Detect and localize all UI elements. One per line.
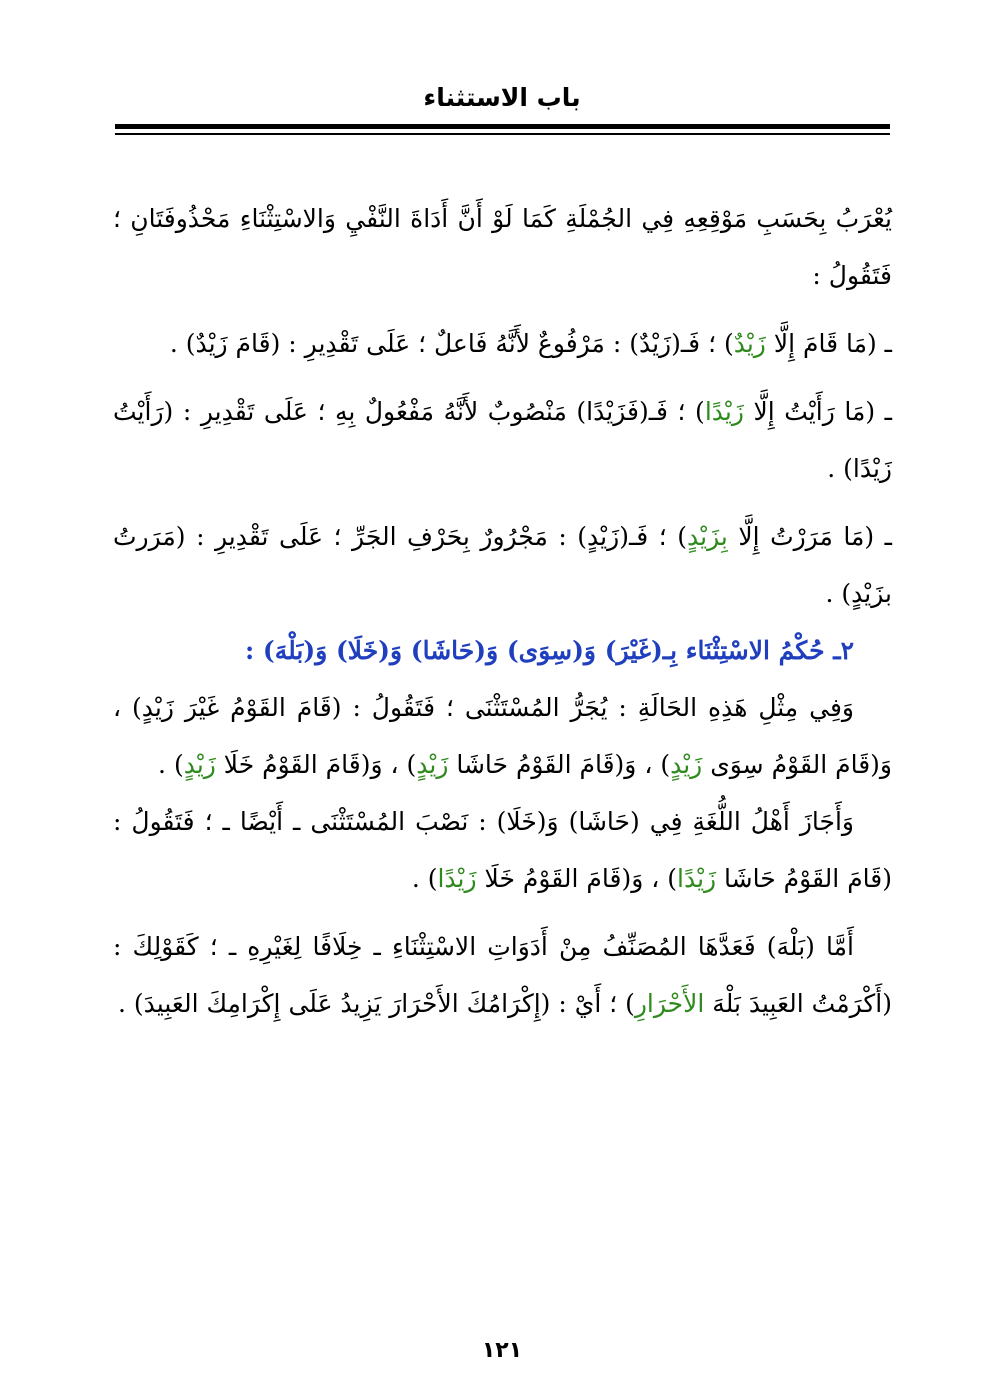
example-highlight: الأَحْرَارِ <box>634 989 705 1018</box>
example-highlight: زَيْدٍ <box>670 750 703 779</box>
example-highlight: زَيْدًا <box>437 864 477 893</box>
section-paragraph-2 <box>113 793 892 907</box>
example-highlight: زَيْدٍ <box>416 750 449 779</box>
section-text: ) ، وَ(قَامَ القَوْمُ خَلَا <box>476 864 677 893</box>
section-text: ) . <box>158 750 184 779</box>
example-highlight: زَيْدٍ <box>183 750 216 779</box>
example-text-start: ـ (مَا مَرَرْتُ إِلَّا <box>727 522 892 551</box>
example-text-end: ) ؛ فَـ(فَزَيْدًا) مَنْصُوبٌ لأَنَّهُ مَفْعُولٌ بِهِ ؛ عَلَى تَقْدِيرِ : (رَأَيْتُ زَيْدًا) . <box>113 397 892 483</box>
chapter-title: باب الاستثناء <box>423 83 581 112</box>
section-text: أَمَّا (بَلْهَ) فَعَدَّهَا المُصَنِّفُ مِنْ أَدَوَاتِ الاسْتِثْنَاءِ ـ خِلَافًا لِغَيْرِهِ ـ ؛ كَقَوْلِكَ : (أَكْرَمْتُ العَبِيدَ بَلْهَ <box>113 932 892 1018</box>
header-rule-thick <box>115 124 890 129</box>
intro-text: يُعْرَبُ بِحَسَبِ مَوْقِعِهِ فِي الجُمْلَةِ كَمَا لَوْ أَنَّ أَدَاةَ النَّفْيِ وَالاسْتِثْنَاءِ مَحْذُوفَتَانِ ؛ فَتَقُولُ : <box>113 204 892 290</box>
example-highlight: زَيْدًا <box>704 397 744 426</box>
example-nominative <box>113 315 892 372</box>
example-genitive <box>113 508 892 622</box>
example-text-end: ) ؛ فَـ(زَيْدٌ) : مَرْفُوعٌ لأَنَّهُ فَاعلٌ ؛ عَلَى تَقْدِيرِ : (قَامَ زَيْدٌ) . <box>169 329 734 358</box>
section-text: وَفِي مِثْلِ هَذِهِ الحَالَةِ : يُجَرُّ المُسْتَثْنَى ؛ فَتَقُولُ : (قَامَ القَوْمُ غَيْرَ زَيْدٍ) ، وَ(قَامَ القَوْمُ سِوَى <box>113 693 892 779</box>
example-accusative <box>113 383 892 497</box>
example-text-start: ـ (مَا رَأَيْتُ إِلَّا <box>743 397 892 426</box>
example-text-end: ) ؛ فَـ(زَيْدٍ) : مَجْرُورٌ بِحَرْفِ الجَرِّ ؛ عَلَى تَقْدِيرِ : (مَرَرتُ بزَيْدٍ) . <box>113 522 892 608</box>
example-highlight: زَيْدًا <box>677 864 717 893</box>
example-highlight: بِزَيْدٍ <box>686 522 728 551</box>
section-text: ) ، وَ(قَامَ القَوْمُ خَلَا <box>215 750 417 779</box>
section-paragraph-3 <box>113 918 892 1032</box>
section-text: ) ؛ أَيْ : (إِكْرَامُكَ الأَحْرَارَ يَزِيدُ عَلَى إِكْرَامِكَ العَبِيدَ) . <box>118 989 635 1018</box>
section-text: وَأَجَازَ أَهْلُ اللُّغَةِ فِي (حَاشَا) وَ(خَلَا) : نَصْبَ المُسْتَثْنَى ـ أَيْضًا ـ ؛ فَتَقُولُ : (قَامَ القَوْمُ حَاشَا <box>113 807 892 893</box>
page-header <box>0 80 1004 116</box>
section-text: ) ، وَ(قَامَ القَوْمُ حَاشَا <box>448 750 671 779</box>
section-paragraph-1 <box>113 679 892 793</box>
section-text: ) . <box>411 864 438 893</box>
page-body <box>113 190 892 1032</box>
section-heading: ٢ـ حُكْمُ الاسْتِثْنَاء بِـ(غَيْرَ) وَ(سِوَى) وَ(حَاشَا) وَ(خَلَا) وَ(بَلْهَ) : <box>244 636 854 665</box>
example-highlight: زَيْدٌ <box>733 329 766 358</box>
header-rule-thin <box>115 133 890 135</box>
page-number: ١٢١ <box>481 1338 523 1363</box>
example-text-start: ـ (مَا قَامَ إِلَّا <box>765 329 892 358</box>
intro-paragraph <box>113 190 892 304</box>
